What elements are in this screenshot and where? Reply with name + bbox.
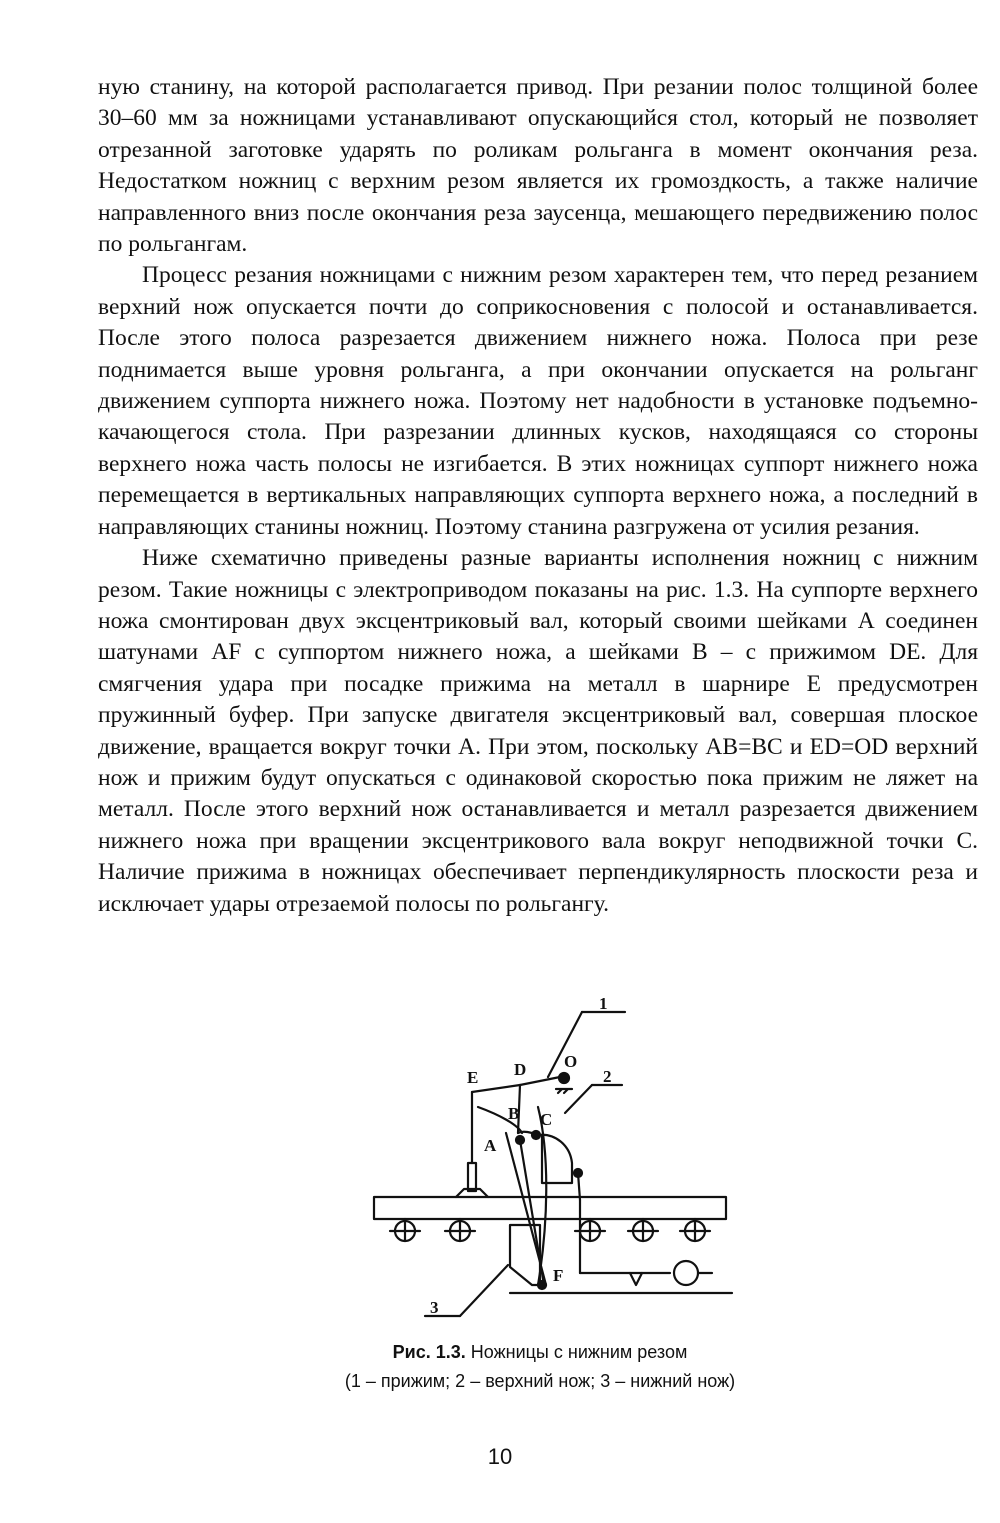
link-ED (472, 1085, 520, 1092)
roller-table-strip (374, 1197, 726, 1219)
label-D: D (514, 1060, 527, 1079)
label-F: F (553, 1266, 564, 1285)
rollers (390, 1219, 710, 1241)
pivot-O (559, 1073, 569, 1083)
body-text (98, 72, 978, 920)
label-E: E (467, 1068, 479, 1087)
label-O: O (564, 1052, 578, 1071)
caption-title: Ножницы с нижним резом (470, 1342, 688, 1362)
label-2: 2 (603, 1067, 612, 1086)
label-3: 3 (430, 1298, 439, 1317)
paragraph-1: ную станину, на которой располагается привод. При резании полос толщиной более 30–60 мм за ножницами устанавливают опускающийся стол, который не позволяет отрезанной заготовке ударять по роликам рольганга в момент окончания реза. Недостатком ножниц с верхним резом является их громоздкость, а также наличие направленного вниз после окончания реза заусенца, мешающего передвижению полос по рольгангам. (98, 74, 978, 258)
label-A: A (484, 1136, 497, 1155)
figure-caption (250, 1338, 830, 1396)
label-C: C (540, 1110, 553, 1129)
label-B: B (508, 1104, 520, 1123)
paragraph-2: Процесс резания ножницами с нижним резом характерен тем, что перед резанием верхний нож опускается почти до соприкосновения с полосой и останавливается. После этого полоса разрезается движением нижнего ножа. Полоса при резе поднимается выше уровня рольганга, а при окончании опускается на рольганг движением суппорта нижнего ножа. Поэтому нет надобности в установке подъемно-качающегося стола. При разрезании длинных кусков, находящаяся со стороны верхнего ножа часть полосы не изгибается. В этих ножницах суппорт нижнего ножа перемещается в вертикальных направляющих суппорта верхнего ножа, а последний в направляющих станины ножниц. Поэтому станина разгружена от усилия резания. (98, 262, 978, 540)
joint-F (538, 1281, 546, 1289)
figure-scissors-diagram (360, 985, 740, 1325)
caption-label: Рис. 1.3. (392, 1342, 466, 1362)
drive-support (630, 1273, 642, 1285)
page-number: 10 (487, 1444, 513, 1469)
leader-3 (460, 1265, 508, 1316)
paragraph-3: Ниже схематично приведены разные варианты исполнения ножниц с нижним резом. Такие ножницы с электроприводом показаны на рис. 1.3. На суппорте верхнего ножа смонтирован двух эксцентриковый вал, который своими шейками А соединен шатунами AF с суппортом нижнего ножа, а шейками В – с прижимом DE. Для смягчения удара при посадке прижима на металл в шарнире Е предусмотрен пружинный буфер. При запуске двигателя эксцентриковый вал, совершая плоское движение, вращается вокруг точки А. При этом, поскольку AB=BC и ED=OD верхний нож и прижим будут опускаться с одинаковой скоростью пока прижим не ляжет на металл. После этого верхний нож останавливается и металл разрезается движением нижнего ножа при вращении эксцентрикового вала вокруг неподвижной точки С. Наличие прижима в ножницах обеспечивает перпендикулярность плоскости реза и исключает удары отрезаемой полосы по рольгангу. (98, 545, 978, 917)
pivot-O-ground (556, 1089, 572, 1093)
label-1: 1 (599, 994, 608, 1013)
caption-legend: (1 – прижим; 2 – верхний нож; 3 – нижний нож) (344, 1371, 736, 1391)
caption-line-1 (250, 1338, 830, 1367)
motor-wheel (674, 1261, 698, 1285)
clamp-plunger (468, 1163, 476, 1191)
scissors-schematic (360, 985, 740, 1325)
